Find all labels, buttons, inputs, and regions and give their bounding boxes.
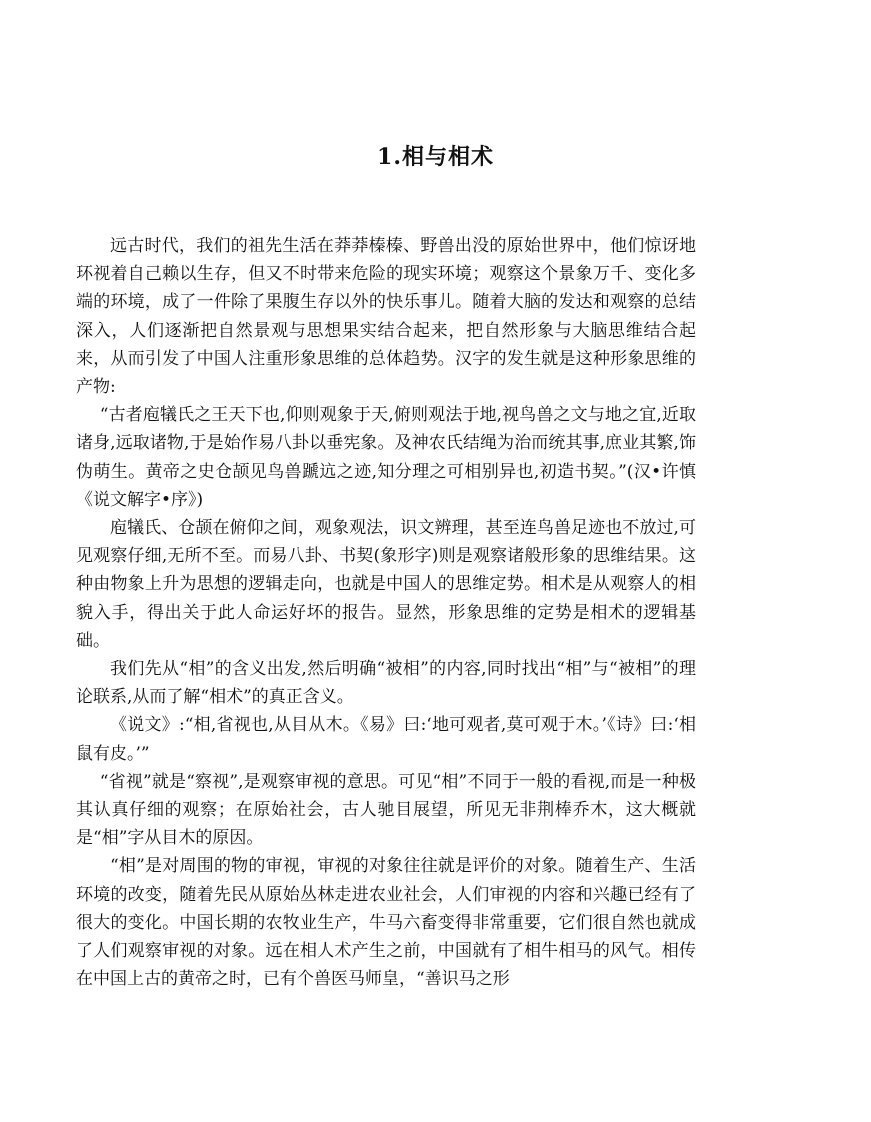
paragraph-shengshi: “省视”就是“察视”,是观察审视的意思。可见“相”不同于一般的看视,而是一种极其认真仔细的观察；在原始社会，古人驰目展望，所见无非荆棒乔木，这大概就是“相”字从目木的原因。 [76, 771, 696, 849]
page-title: 1.相与相术 [377, 144, 494, 170]
paragraph-observation: 庖犠氏、仓颉在俯仰之间，观象观法，识文辨理，甚至连鸟兽足迹也不放过,可见观察仔细,无所不至。而易八卦、书契(象形字)则是观察诸般形象的思维结果。这种由物象上升为思想的逻辑走向，也就是中国人的思维定势。相术是从观察人的相貌入手，得出关于此人命运好坏的报告。显然，形象思维的定势是相术的逻辑基础。 [76, 518, 696, 651]
paragraph-definition-plan: 我们先从“相”的含义出发,然后明确“被相”的内容,同时找出“相”与“被相”的理论联系,从而了解“相术”的真正含义。 [76, 659, 696, 708]
paragraph-xiang-objects: “相”是对周围的物的审视，审视的对象往往就是评价的对象。随着生产、生活环境的改变，随着先民从原始丛林走进农业社会，人们审视的内容和兴趣已经有了很大的变化。中国长期的农牧业生产，牛马六畜变得非常重要，它们很自然也就成了人们观察审视的对象。远在相人术产生之前，中国就有了相牛相马的风气。相传在中国上古的黄帝之时，已有个兽医马师皇，“善识马之形 [76, 856, 696, 990]
article-body [76, 232, 696, 993]
paragraph-intro: 远古时代，我们的祖先生活在莽莽榛榛、野兽出没的原始世界中，他们惊讶地环视着自己赖以生存，但又不时带来危险的现实环境；观察这个景象万千、变化多端的环境，成了一件除了果腹生存以外的快乐事儿。随着大脑的发达和观察的总结深入，人们逐渐把自然景观与思想果实结合起来，把自然形象与大脑思维结合起来，从而引发了中国人注重形象思维的总体趋势。汉字的发生就是这种形象思维的产物: [76, 236, 696, 398]
paragraph-quote-shuowen: 《说文》:“相,省视也,从目从木。《易》曰:‘地可观者,莫可观于木。’《诗》曰:‘相鼠有皮。’” [76, 715, 696, 764]
paragraph-quote-shuowen-preface: “古者庖犠氏之王天下也,仰则观象于天,俯则观法于地,视鸟兽之文与地之宜,近取诸身,远取诸物,于是始作易八卦以垂宪象。及神农氏结绳为治而统其事,庶业其繁,饰伪萌生。黄帝之史仓颉见鸟兽蹏迒之迹,知分理之可相别异也,初造书契。”(汉•许慎《说文解字•序》) [76, 405, 696, 510]
